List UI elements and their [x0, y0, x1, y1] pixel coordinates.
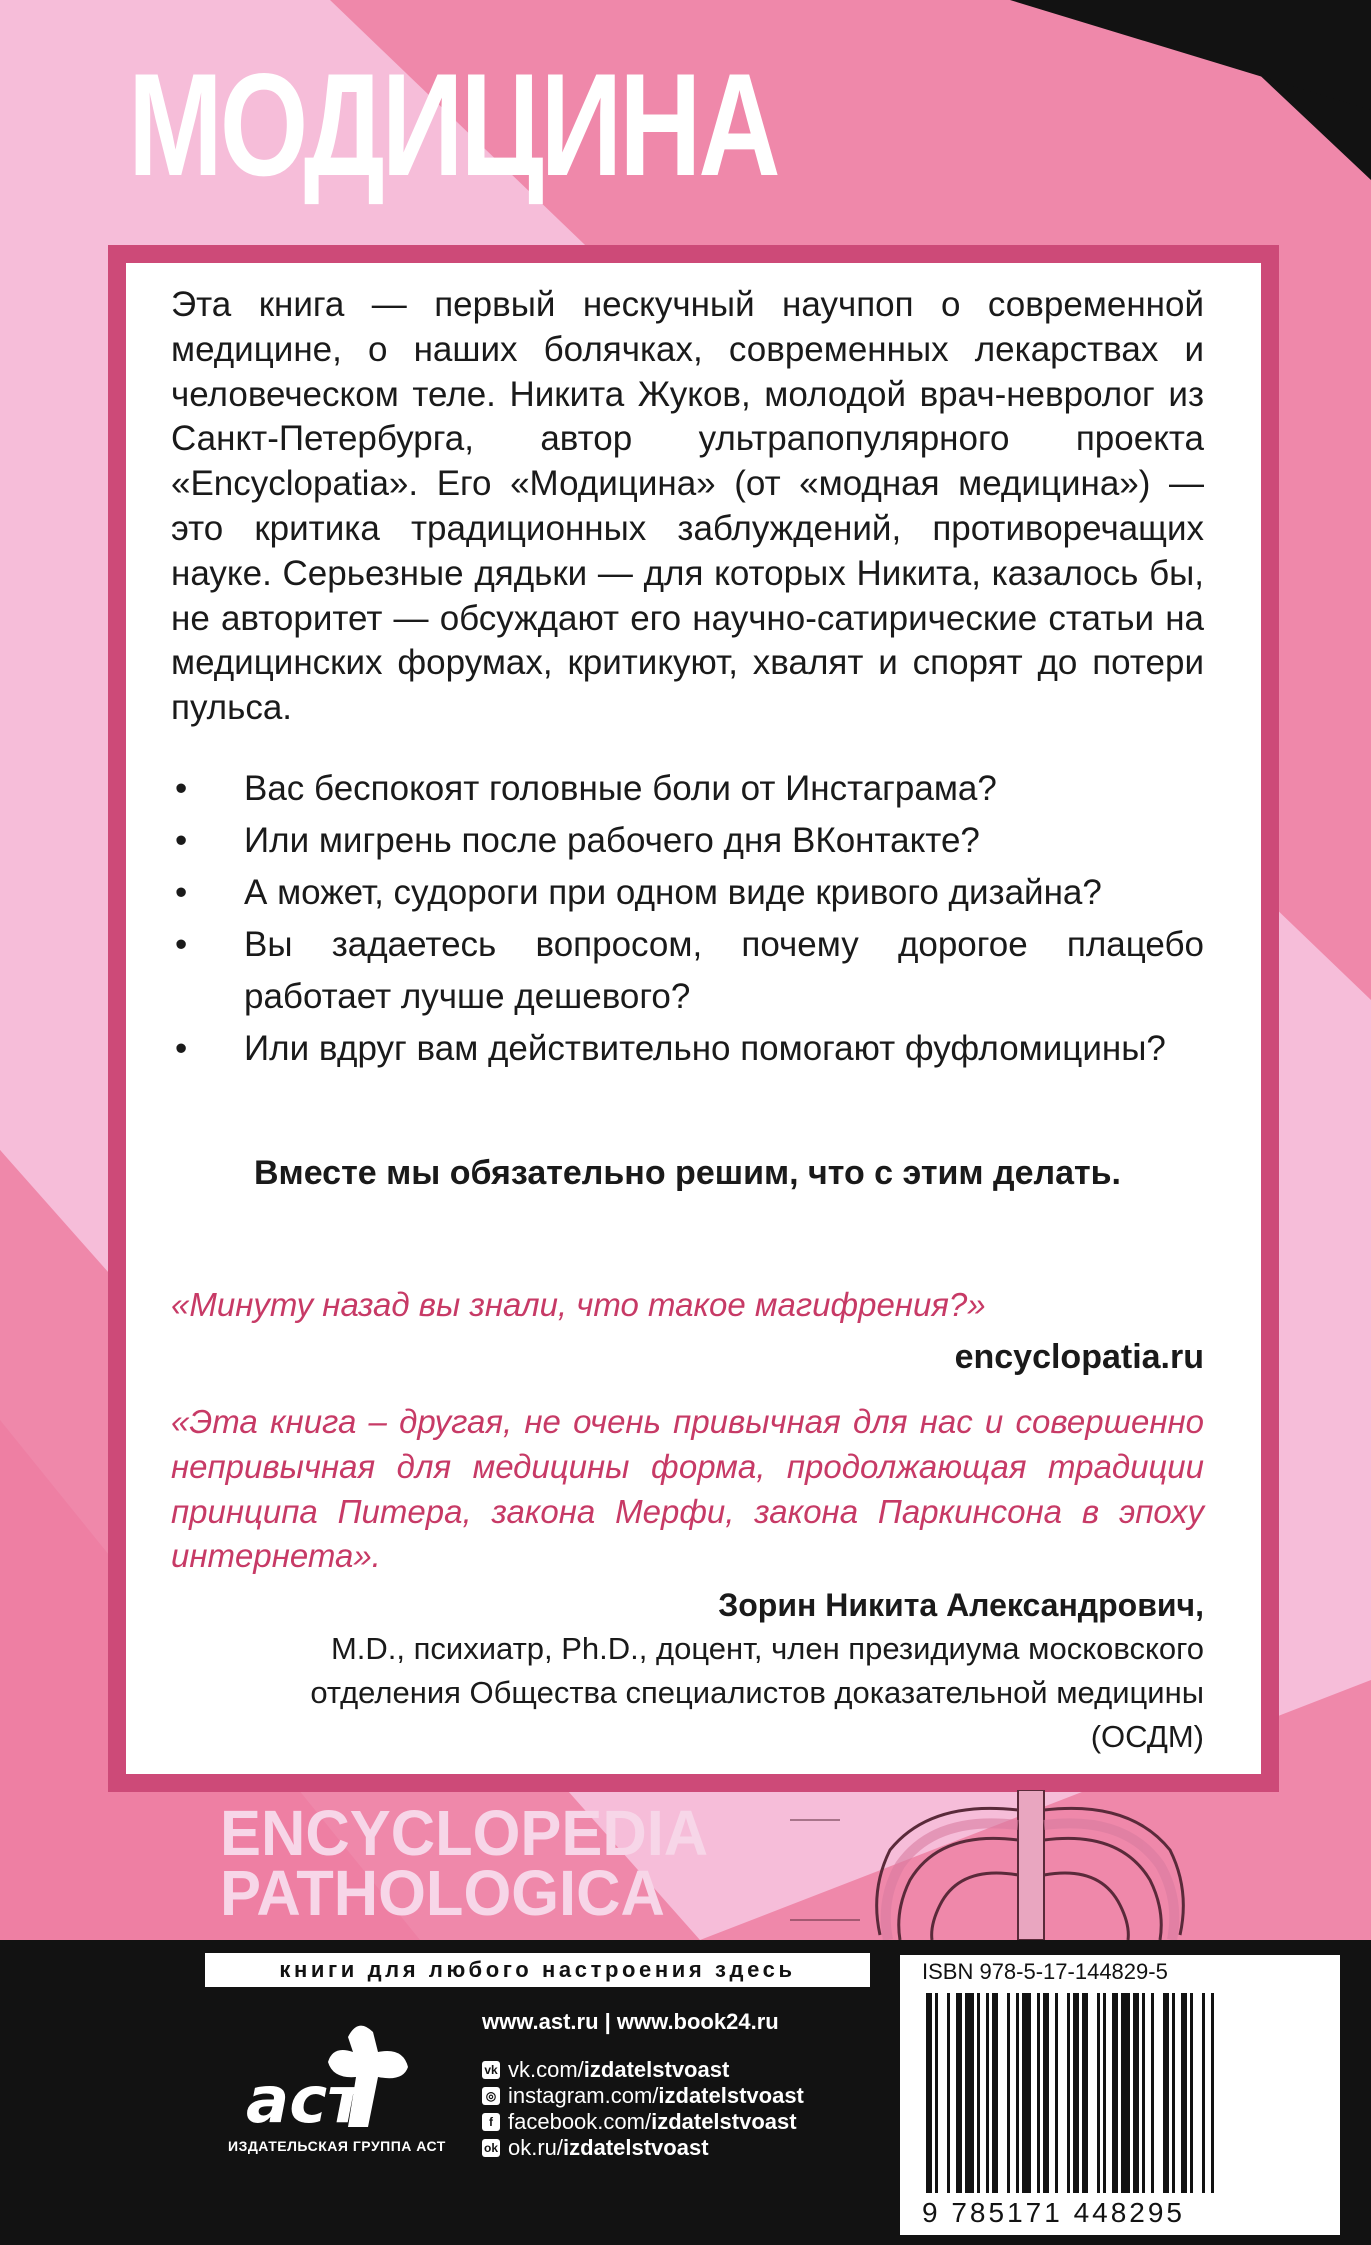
publisher-name: ИЗДАТЕЛЬСКАЯ ГРУППА АСТ — [228, 2138, 446, 2154]
question-list — [171, 763, 1204, 1075]
social-facebook[interactable] — [482, 2109, 804, 2135]
social-ok[interactable] — [482, 2135, 804, 2161]
website-links[interactable]: www.ast.ru | www.book24.ru — [482, 2009, 779, 2034]
barcode-block — [900, 1955, 1340, 2235]
panel-content — [171, 283, 1204, 1754]
list-item: • Или мигрень после рабочего дня ВКонтакте? — [171, 815, 1204, 867]
social-prefix: ok.ru/ — [508, 2135, 564, 2160]
social-handle: izdatelstvoast — [651, 2109, 797, 2134]
ribcage-illustration — [780, 1790, 1280, 1940]
list-item: • Или вдруг вам действительно помогают фуфломицины? — [171, 1023, 1204, 1075]
social-handle: izdatelstvoast — [583, 2057, 730, 2082]
quote-2: «Эта книга – другая, не очень привычная для нас и совершенно непривычная для медицины форма, продолжающая традиции принципа Питера, закона Мерфи, закона Паркинсона в эпоху интернета». — [171, 1403, 1204, 1575]
social-prefix: instagram.com/ — [508, 2083, 659, 2108]
isbn-label: ISBN 978-5-17-144829-5 — [922, 1959, 1168, 1984]
tagline-strip: книги для любого настроения здесь — [205, 1953, 870, 1987]
author-role-line-3: (ОСДМ) — [1090, 1719, 1204, 1754]
publisher-links — [482, 2005, 804, 2161]
social-vk[interactable] — [482, 2057, 804, 2083]
quote-1: «Минуту назад вы знали, что такое магифрения?» — [171, 1286, 986, 1323]
closing-line: Вместе мы обязательно решим, что с этим делать. — [254, 1154, 1121, 1192]
author-role-line-2: отделения Общества специалистов доказательной медицины — [310, 1675, 1204, 1710]
barcode-digits: 9 785171 448295 — [922, 2197, 1185, 2228]
social-prefix: vk.com/ — [508, 2057, 584, 2082]
list-item: • Вас беспокоят головные боли от Инстаграма? — [171, 763, 1204, 815]
author-role-line-1: M.D., психиатр, Ph.D., доцент, член президиума московского — [330, 1631, 1204, 1666]
series-line-2: PATHOLOGICA — [220, 1857, 665, 1929]
social-instagram[interactable] — [482, 2083, 804, 2109]
intro-paragraph: Эта книга — первый нескучный научпоп о современной медицине, о наших болячках, современных лекарствах и человеческом теле. Никита Жуков, молодой врач-невролог из Санкт-Петербурга, автор ультрапопулярного проекта «Encyclopatia». Его «Модицина» (от «модная медицина») — это критика традиционных заблуждений, противоречащих науке. Серьезные дядьки — для которых Никита, казалось бы, не авторитет — обсуждают его научно-сатирические статьи на медицинских форумах, критикуют, хвалят и спорят до потери пульса. — [171, 285, 1204, 728]
logo-text: аст — [246, 2064, 365, 2137]
odnoklassniki-icon: ok — [483, 2141, 498, 2155]
social-prefix: facebook.com/ — [508, 2109, 652, 2134]
barcode-icon — [922, 1993, 1322, 2193]
vk-icon: vk — [482, 2061, 500, 2079]
cover-title: МОДИЦИНА — [128, 43, 778, 206]
author-name: Зорин Никита Александрович, — [718, 1587, 1204, 1623]
quote-author — [171, 1583, 1204, 1759]
social-handle: izdatelstvoast — [563, 2135, 709, 2160]
list-item: • Вы задаетесь вопросом, почему дорогое плацебо работает лучше дешевого? — [171, 919, 1204, 1023]
series-line-1: ENCYCLOPEDIA — [220, 1797, 709, 1869]
series-name — [220, 1797, 709, 1929]
instagram-icon: ◎ — [482, 2087, 500, 2105]
facebook-icon: f — [482, 2113, 500, 2131]
social-handle: izdatelstvoast — [658, 2083, 804, 2108]
site-url: encyclopatia.ru — [954, 1338, 1204, 1376]
ast-logo — [228, 2017, 428, 2137]
list-item: • А может, судороги при одном виде кривого дизайна? — [171, 867, 1204, 919]
